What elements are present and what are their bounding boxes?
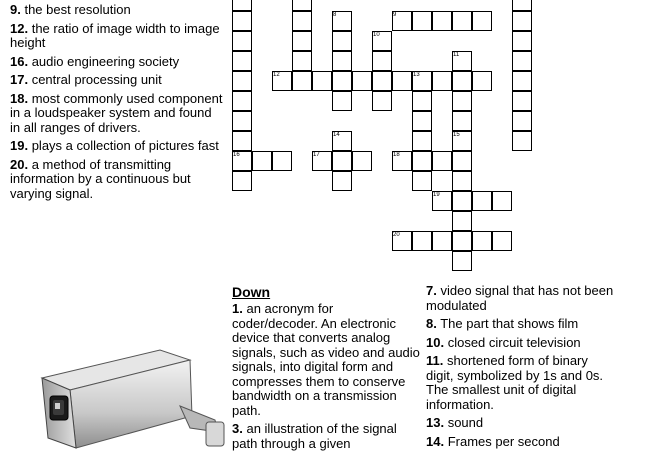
down-clues-column-2: [426, 284, 616, 453]
grid-cell[interactable]: [432, 151, 452, 171]
grid-cell[interactable]: [232, 71, 252, 91]
grid-cell[interactable]: [412, 111, 432, 131]
grid-cell[interactable]: [272, 151, 292, 171]
grid-cell[interactable]: [232, 111, 252, 131]
clue-down-8: 8. The part that shows film: [426, 316, 579, 331]
grid-cell[interactable]: [452, 71, 472, 91]
grid-cell[interactable]: [332, 71, 352, 91]
grid-clue-number: 13: [413, 72, 420, 78]
grid-clue-number: 19: [433, 192, 440, 198]
grid-cell[interactable]: [332, 151, 352, 171]
clue-down-7: 7. video signal that has not been modulated: [426, 283, 614, 313]
grid-cell[interactable]: [252, 151, 272, 171]
grid-cell[interactable]: [512, 0, 532, 11]
grid-cell[interactable]: [332, 91, 352, 111]
grid-cell[interactable]: [512, 11, 532, 31]
grid-cell[interactable]: [512, 31, 532, 51]
grid-cell[interactable]: [292, 31, 312, 51]
security-camera-icon: [40, 336, 230, 450]
grid-cell[interactable]: [512, 111, 532, 131]
grid-cell[interactable]: [332, 171, 352, 191]
clue-across-18: 18. most commonly used component in a loudspeaker system and found in all ranges of drivers.: [10, 90, 223, 135]
grid-cell[interactable]: [492, 191, 512, 211]
grid-cell[interactable]: [372, 71, 392, 91]
grid-clue-number: 20: [393, 232, 400, 238]
grid-cell[interactable]: [412, 131, 432, 151]
grid-cell[interactable]: [452, 111, 472, 131]
clue-across-9: 9. the best resolution: [10, 2, 131, 17]
grid-cell[interactable]: [232, 51, 252, 71]
grid-clue-number: 16: [233, 152, 240, 158]
grid-cell[interactable]: [292, 11, 312, 31]
grid-cell[interactable]: [512, 71, 532, 91]
grid-cell[interactable]: [452, 151, 472, 171]
grid-cell[interactable]: [332, 31, 352, 51]
grid-cell[interactable]: [452, 171, 472, 191]
clue-across-12: 12. the ratio of image width to image height: [10, 20, 220, 50]
clue-down-1: 1. an acronym for coder/decoder. An electronic device that converts analog signals, such as video and audio signals, into digital form and compresses them to conserve bandwidth on a transmission path.: [232, 301, 420, 418]
grid-cell[interactable]: [472, 71, 492, 91]
grid-cell[interactable]: [232, 31, 252, 51]
grid-cell[interactable]: [452, 91, 472, 111]
grid-cell[interactable]: [472, 11, 492, 31]
grid-cell[interactable]: [472, 231, 492, 251]
grid-clue-number: 10: [373, 32, 380, 38]
clue-down-13: 13. sound: [426, 415, 484, 430]
clue-down-3: 3. an illustration of the signal path through a given: [232, 421, 397, 451]
grid-cell[interactable]: [372, 51, 392, 71]
grid-clue-number: 9: [393, 12, 397, 18]
clue-down-14: 14. Frames per second: [426, 433, 560, 449]
clue-down-10: 10. closed circuit television: [426, 334, 581, 350]
grid-cell[interactable]: [232, 91, 252, 111]
grid-cell[interactable]: [312, 71, 332, 91]
grid-cell[interactable]: [412, 151, 432, 171]
grid-clue-number: 14: [333, 132, 340, 138]
grid-cell[interactable]: [352, 151, 372, 171]
grid-clue-number: 8: [333, 12, 337, 18]
grid-cell[interactable]: [472, 191, 492, 211]
grid-cell[interactable]: [292, 71, 312, 91]
down-heading: Down: [232, 284, 271, 300]
grid-clue-number: 12: [273, 72, 280, 78]
grid-cell[interactable]: [512, 51, 532, 71]
grid-cell[interactable]: [512, 91, 532, 111]
grid-cell[interactable]: [412, 91, 432, 111]
grid-clue-number: 18: [393, 152, 400, 158]
grid-cell[interactable]: [432, 231, 452, 251]
grid-cell[interactable]: [352, 71, 372, 91]
grid-cell[interactable]: [292, 0, 312, 11]
clue-across-16: 16. audio engineering society: [10, 53, 180, 69]
clue-across-20: 20. a method of transmitting information by a continuous but varying signal.: [10, 156, 191, 201]
grid-cell[interactable]: [432, 71, 452, 91]
grid-cell[interactable]: [432, 11, 452, 31]
clue-down-11: 11. shortened form of binary digit, symbolized by 1s and 0s. The smallest unit of digital information.: [426, 353, 604, 412]
down-clues-column-1: [232, 284, 420, 455]
grid-cell[interactable]: [452, 11, 472, 31]
grid-cell[interactable]: [232, 171, 252, 191]
grid-clue-number: 11: [453, 52, 460, 58]
grid-cell[interactable]: [232, 131, 252, 151]
grid-cell[interactable]: [492, 231, 512, 251]
grid-cell[interactable]: [292, 51, 312, 71]
grid-cell[interactable]: [512, 131, 532, 151]
across-clues: [10, 3, 225, 205]
grid-cell[interactable]: [412, 171, 432, 191]
grid-cell[interactable]: [452, 231, 472, 251]
grid-clue-number: 15: [453, 132, 460, 138]
grid-cell[interactable]: [412, 11, 432, 31]
grid-cell[interactable]: [372, 91, 392, 111]
clue-across-17: 17. central processing unit: [10, 72, 162, 87]
grid-cell[interactable]: [332, 51, 352, 71]
grid-cell[interactable]: [452, 191, 472, 211]
grid-cell[interactable]: [412, 231, 432, 251]
grid-cell[interactable]: [452, 251, 472, 271]
grid-cell[interactable]: [452, 211, 472, 231]
grid-clue-number: 17: [313, 152, 320, 158]
grid-cell[interactable]: [232, 0, 252, 11]
grid-cell[interactable]: [392, 71, 412, 91]
clue-across-19: 19. plays a collection of pictures fast: [10, 138, 219, 153]
grid-cell[interactable]: [232, 11, 252, 31]
